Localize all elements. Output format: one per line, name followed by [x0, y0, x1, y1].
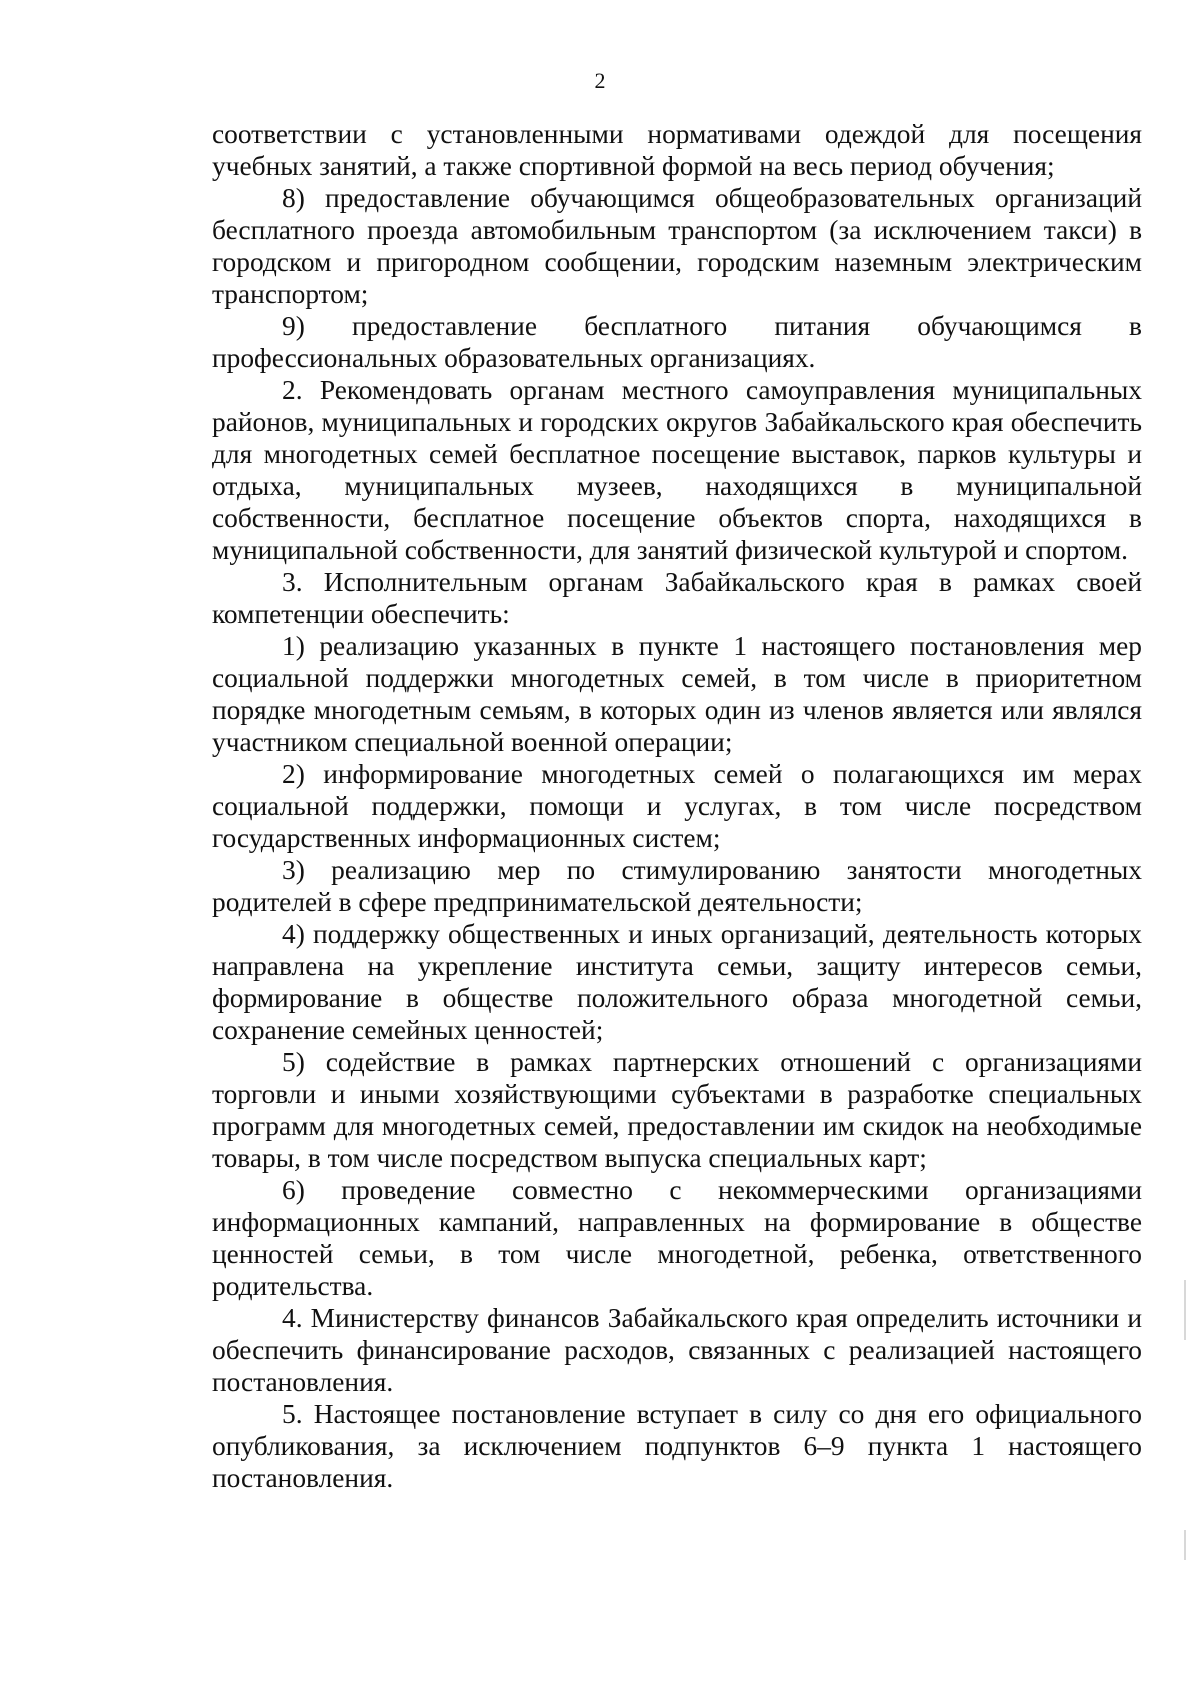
paragraph-section-3-item-3: 3) реализацию мер по стимулированию занятости многодетных родителей в сфере предпринимательской деятельности;: [212, 855, 1142, 917]
scan-edge-mark: [1184, 1530, 1186, 1560]
paragraph-section-3-item-6: 6) проведение совместно с некоммерческими организациями информационных кампаний, направленных на формирование в обществе ценностей семьи, в том числе многодетной, ребенка, ответственного родительства.: [212, 1175, 1142, 1301]
paragraph-continuation: соответствии с установленными нормативами одеждой для посещения учебных занятий, а также спортивной формой на весь период обучения;: [212, 119, 1142, 181]
paragraph-section-4: 4. Министерству финансов Забайкальского края определить источники и обеспечить финансирование расходов, связанных с реализацией настоящего постановления.: [212, 1303, 1142, 1397]
paragraph-section-2: 2. Рекомендовать органам местного самоуправления муниципальных районов, муниципальных и городских округов Забайкальского края обеспечить для многодетных семей бесплатное посещение выставок, парков культуры и отдыха, муниципальных музеев, находящихся в муниципальной собственности, бесплатное посещение объектов спорта, находящихся в муниципальной собственности, для занятий физической культурой и спортом.: [212, 375, 1142, 565]
paragraph-section-5: 5. Настоящее постановление вступает в силу со дня его официального опубликования, за исключением подпунктов 6–9 пункта 1 настоящего постановления.: [212, 1399, 1142, 1493]
paragraph-section-3-item-5: 5) содействие в рамках партнерских отношений с организациями торговли и иными хозяйствующими субъектами в разработке специальных программ для многодетных семей, предоставлении им скидок на необходимые товары, в том числе посредством выпуска специальных карт;: [212, 1047, 1142, 1173]
paragraph-section-3-item-2: 2) информирование многодетных семей о полагающихся им мерах социальной поддержки, помощи и услугах, в том числе посредством государственных информационных систем;: [212, 759, 1142, 853]
paragraph-section-3: 3. Исполнительным органам Забайкальского края в рамках своей компетенции обеспечить:: [212, 567, 1142, 629]
document-body: [212, 118, 1142, 1494]
page-number: 2: [594, 68, 606, 93]
paragraph-item-8: 8) предоставление обучающимся общеобразовательных организаций бесплатного проезда автомобильным транспортом (за исключением такси) в городском и пригородном сообщении, городским наземным электрическим транспортом;: [212, 183, 1142, 309]
scan-edge-mark: [1184, 1280, 1186, 1340]
paragraph-item-9: 9) предоставление бесплатного питания обучающимся в профессиональных образовательных организациях.: [212, 311, 1142, 373]
paragraph-section-3-item-1: 1) реализацию указанных в пункте 1 настоящего постановления мер социальной поддержки многодетных семей, в том числе в приоритетном порядке многодетным семьям, в которых один из членов является или являлся участником специальной военной операции;: [212, 631, 1142, 757]
paragraph-section-3-item-4: 4) поддержку общественных и иных организаций, деятельность которых направлена на укрепление института семьи, защиту интересов семьи, формирование в обществе положительного образа многодетной семьи, сохранение семейных ценностей;: [212, 919, 1142, 1045]
